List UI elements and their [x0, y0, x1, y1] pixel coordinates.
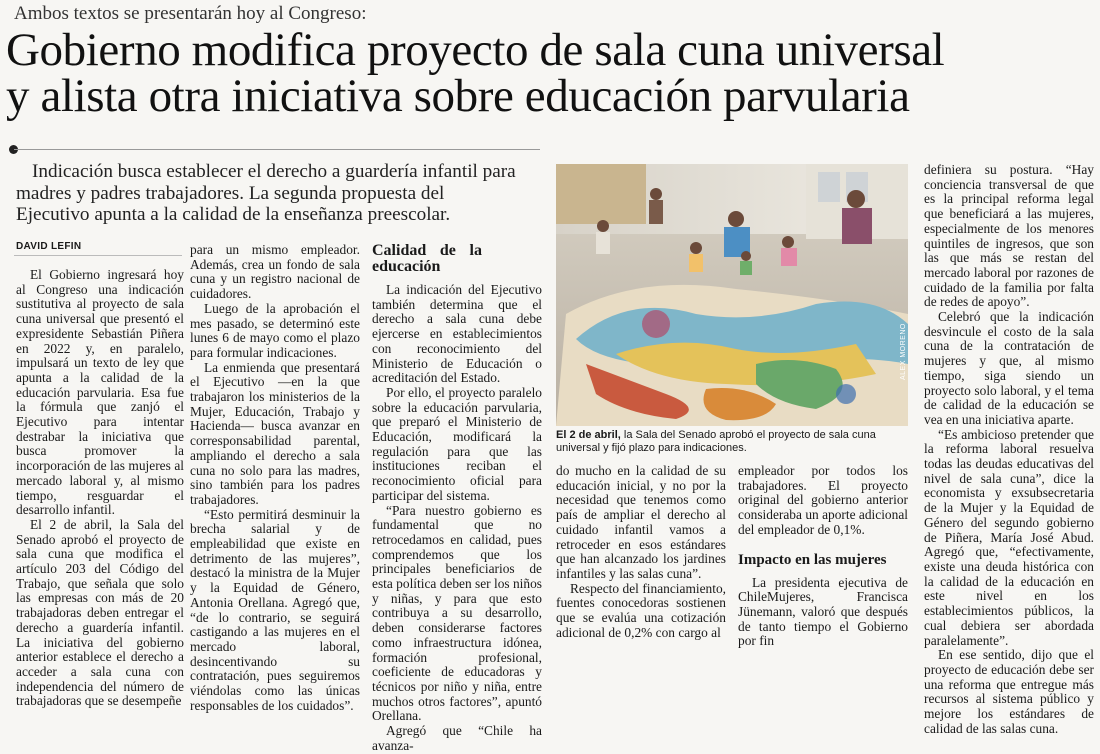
- photo-caption: [556, 429, 908, 455]
- column-3: [372, 243, 542, 754]
- paragraph: definiera su postura. “Hay conciencia transversal de que es la principal reforma legal que beneficiará a las mujeres, especialmente de los menores quintiles de ingresos, que son las que más se restan del mercado laboral por razones de cuidado de la familia por falta de redes de apoyo”.: [924, 162, 1094, 310]
- paragraph: El 2 de abril, la Sala del Senado aprobó el proyecto de sala cuna que modifica el artículo 203 del Código del Trabajo, que señala que solo las empresas con más de 20 trabajadoras deben entregar el derecho a guardería infantil. La iniciativa del gobierno anterior establece el derecho a acceder a sala cuna con independencia del número de trabajadoras que se desempeñe: [16, 516, 184, 709]
- photo-illustration: [556, 164, 908, 426]
- headline-line-2: y alista otra iniciativa sobre educación parvularia: [6, 70, 910, 122]
- subhead-calidad: Calidad de la educación: [372, 242, 482, 275]
- paragraph: Agregó que “Chile ha avanza-: [372, 723, 542, 753]
- paragraph: En ese sentido, dijo que el proyecto de educación debe ser una reforma que entregue más recursos al sistema público y mejore los estándares de calidad de las salas cuna.: [924, 647, 1094, 736]
- column-6: [924, 163, 1094, 736]
- paragraph: Respecto del financiamiento, fuentes conocedoras sostienen que se evalúa una cotización adicional de 0,2% con cargo al: [556, 580, 726, 640]
- paragraph: “Para nuestro gobierno es fundamental que no retrocedamos en calidad, pues comprendemos que los principales beneficiarios de esta política deben ser los niños y niñas, y para que esto contribuya a su desarrollo, deben considerarse factores como infraestructura idónea, formación profesional, coeficiente de educadoras y técnicos por niño y niña, entre muchos otros factores”, apuntó Orellana.: [372, 502, 542, 724]
- divider: [14, 149, 540, 150]
- kicker: Ambos textos se presentarán hoy al Congreso:: [14, 3, 367, 24]
- column-1: [16, 268, 184, 709]
- paragraph: La presidenta ejecutiva de ChileMujeres, Francisca Jünemann, valoró que después de tanto tiempo el Gobierno por fin: [738, 574, 908, 649]
- paragraph: do mucho en la calidad de su educación inicial, y no por la necesidad que tenemos como país de ampliar el derecho al cuidado infantil vamos a retroceder en esos estándares que han alcanzado los jardines infantiles y las salas cuna”.: [556, 463, 726, 581]
- photo-children-painting: [556, 164, 908, 426]
- deck-line-1: Indicación busca establecer el derecho a guardería infantil para: [32, 161, 516, 182]
- paragraph: El Gobierno ingresará hoy al Congreso una indicación sustitutiva al proyecto de sala cuna universal que presentó el expresidente Sebastián Piñera en 2022 y, en paralelo, impulsará un texto de ley que apunta a la calidad de la educación parvularia. Esa fue la fórmula que zanjó el Ejecutivo para intentar destrabar la iniciativa que busca promover la incorporación de las mujeres al mercado laboral y, al mismo tiempo, resguardar el desarrollo infantil.: [16, 267, 184, 518]
- paragraph: Por ello, el proyecto paralelo sobre la educación parvularia, que preparó el Ministerio de Educación, modificará la regulación para que las instituciones reciban el reconocimiento oficial para participar del sistema.: [372, 384, 542, 503]
- column-4: [556, 464, 726, 640]
- subhead-impacto: Impacto en las mujeres: [738, 551, 887, 568]
- column-2: [190, 243, 360, 714]
- headline: [6, 24, 1096, 122]
- caption-lead: El 2 de abril,: [556, 429, 621, 441]
- column-5: [738, 464, 908, 649]
- paragraph: Luego de la aprobación el mes pasado, se determinó este lunes 6 de mayo como el plazo para formular indicaciones.: [190, 300, 360, 360]
- paragraph: empleador por todos los trabajadores. El proyecto original del gobierno anterior consideraba un aporte adicional del empleador de 0,1%.: [738, 463, 908, 537]
- headline-line-1: Gobierno modifica proyecto de sala cuna universal: [6, 24, 945, 76]
- deck: [16, 161, 540, 226]
- byline-rule: [14, 255, 182, 256]
- paragraph: “Es ambicioso pretender que la reforma laboral resuelva todas las deudas educativas del nivel de sala cuna”, dice la economista y exsubsecretaria de la Mujer y la Equidad de Género del segundo gobierno de Piñera, María José Abud. Agregó que, “efectivamente, existe una deuda histórica con la calidad de la educación en este nivel en los establecimientos públicos, la cual debiera ser abordada paralelamente”.: [924, 426, 1094, 648]
- paragraph: para un mismo empleador. Además, crea un fondo de sala cuna y un registro nacional de cuidadores.: [190, 242, 360, 302]
- paragraph: La enmienda que presentará el Ejecutivo —en la que trabajaron los ministerios de la Mujer, Educación, Trabajo y Hacienda— busca avanzar en corresponsabilidad parental, ampliando el derecho a sala cuna no solo para las madres, sino también para los padres trabajadores.: [190, 359, 360, 507]
- deck-line-3: Ejecutivo apunta a la calidad de la enseñanza preescolar.: [16, 204, 451, 225]
- byline: DAVID LEFIN: [16, 241, 82, 252]
- paragraph: “Esto permitirá desminuir la brecha salarial y de empleabilidad que existe en detrimento de las mujeres”, destacó la ministra de la Mujer y la Equidad de Género, Antonia Orellana. Agregó que, “de lo contrario, se seguirá castigando a las mujeres en el mercado laboral, desincentivando su contratación, pues seguiremos viéndolas como las únicas responsables de los cuidados”.: [190, 506, 360, 713]
- paragraph: Celebró que la indicación desvincule el costo de la sala cuna de la contratación de mujeres y que, al mismo tiempo, siga siendo un proyecto solo laboral, y el tema de calidad de la educación se vea en una iniciativa aparte.: [924, 309, 1094, 427]
- deck-line-2: madres y padres trabajadores. La segunda propuesta del: [16, 182, 445, 204]
- caption-text: la Sala del Senado aprobó el proyecto de sala cuna universal y fijó plazo para indicaciones.: [556, 429, 876, 454]
- paragraph: La indicación del Ejecutivo también determina que el derecho a sala cuna debe ejercerse en establecimientos con reconocimiento del Ministerio de Educación o acreditación del Estado.: [372, 282, 542, 386]
- photo-credit: ALEX MORENO: [900, 323, 907, 380]
